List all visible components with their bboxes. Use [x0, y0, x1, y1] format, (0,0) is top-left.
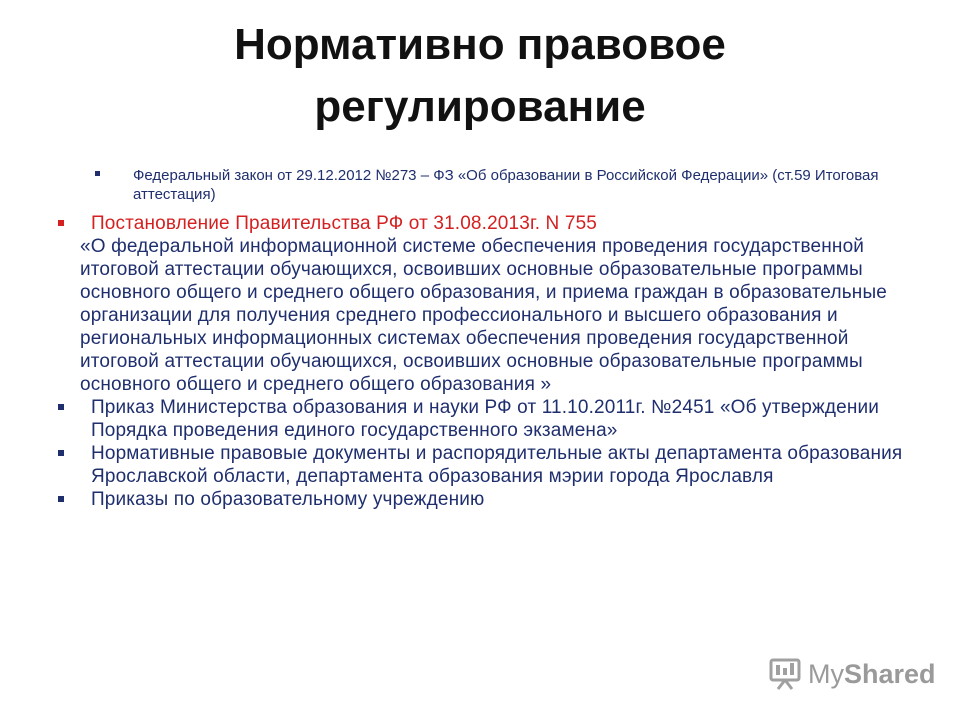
sub-bullet-federal-law — [95, 166, 895, 204]
list-item-school-orders — [56, 488, 916, 511]
list-item-text: Приказ Министерства образования и науки РФ от 11.10.2011г. №2451 «Об утверждении Порядка проведения единого государственного экзамена» — [91, 397, 879, 441]
list-item-order-2451 — [56, 396, 916, 442]
list-item-text: Приказы по образовательному учреждению — [91, 489, 485, 510]
list-item-text: Нормативные правовые документы и распорядительные акты департамента образования Ярославской области, департамента образования мэрии города Ярославля — [91, 443, 903, 487]
brand-my: My — [808, 658, 844, 689]
bullet-square-icon — [58, 496, 64, 502]
list-item-regional-documents — [56, 442, 916, 488]
title-line-1: Нормативно правовое — [234, 20, 726, 69]
bullet-list — [56, 212, 916, 511]
list-item-resolution-755 — [56, 212, 916, 396]
bullet-square-icon — [58, 404, 64, 410]
bullet-square-icon — [58, 450, 64, 456]
bullet-square-icon — [58, 220, 64, 226]
list-item-quote: «О федеральной информационной системе обеспечения проведения государственной итоговой аттестации обучающихся, освоивших основные образовательные программы основного общего и среднего общего образования, и приема граждан в образовательные организации для получения среднего профессионального и высшего образования и региональных информационных системах обеспечения проведения государственной итоговой аттестации обучающихся, освоивших основные образовательные программы основного общего и среднего общего образования » — [80, 236, 887, 395]
presentation-board-icon — [768, 657, 802, 691]
slide-title — [0, 14, 960, 138]
list-item-heading: Постановление Правительства РФ от 31.08.2013г. N 755 — [91, 213, 598, 234]
title-line-2: регулирование — [314, 82, 646, 131]
bullet-square-icon — [95, 171, 100, 176]
sub-bullet-text: Федеральный закон от 29.12.2012 №273 – ФЗ «Об образовании в Российской Федерации» (ст.59 Итоговая аттестация) — [133, 167, 879, 203]
myshared-watermark — [768, 656, 936, 692]
brand-shared: Shared — [844, 658, 936, 689]
